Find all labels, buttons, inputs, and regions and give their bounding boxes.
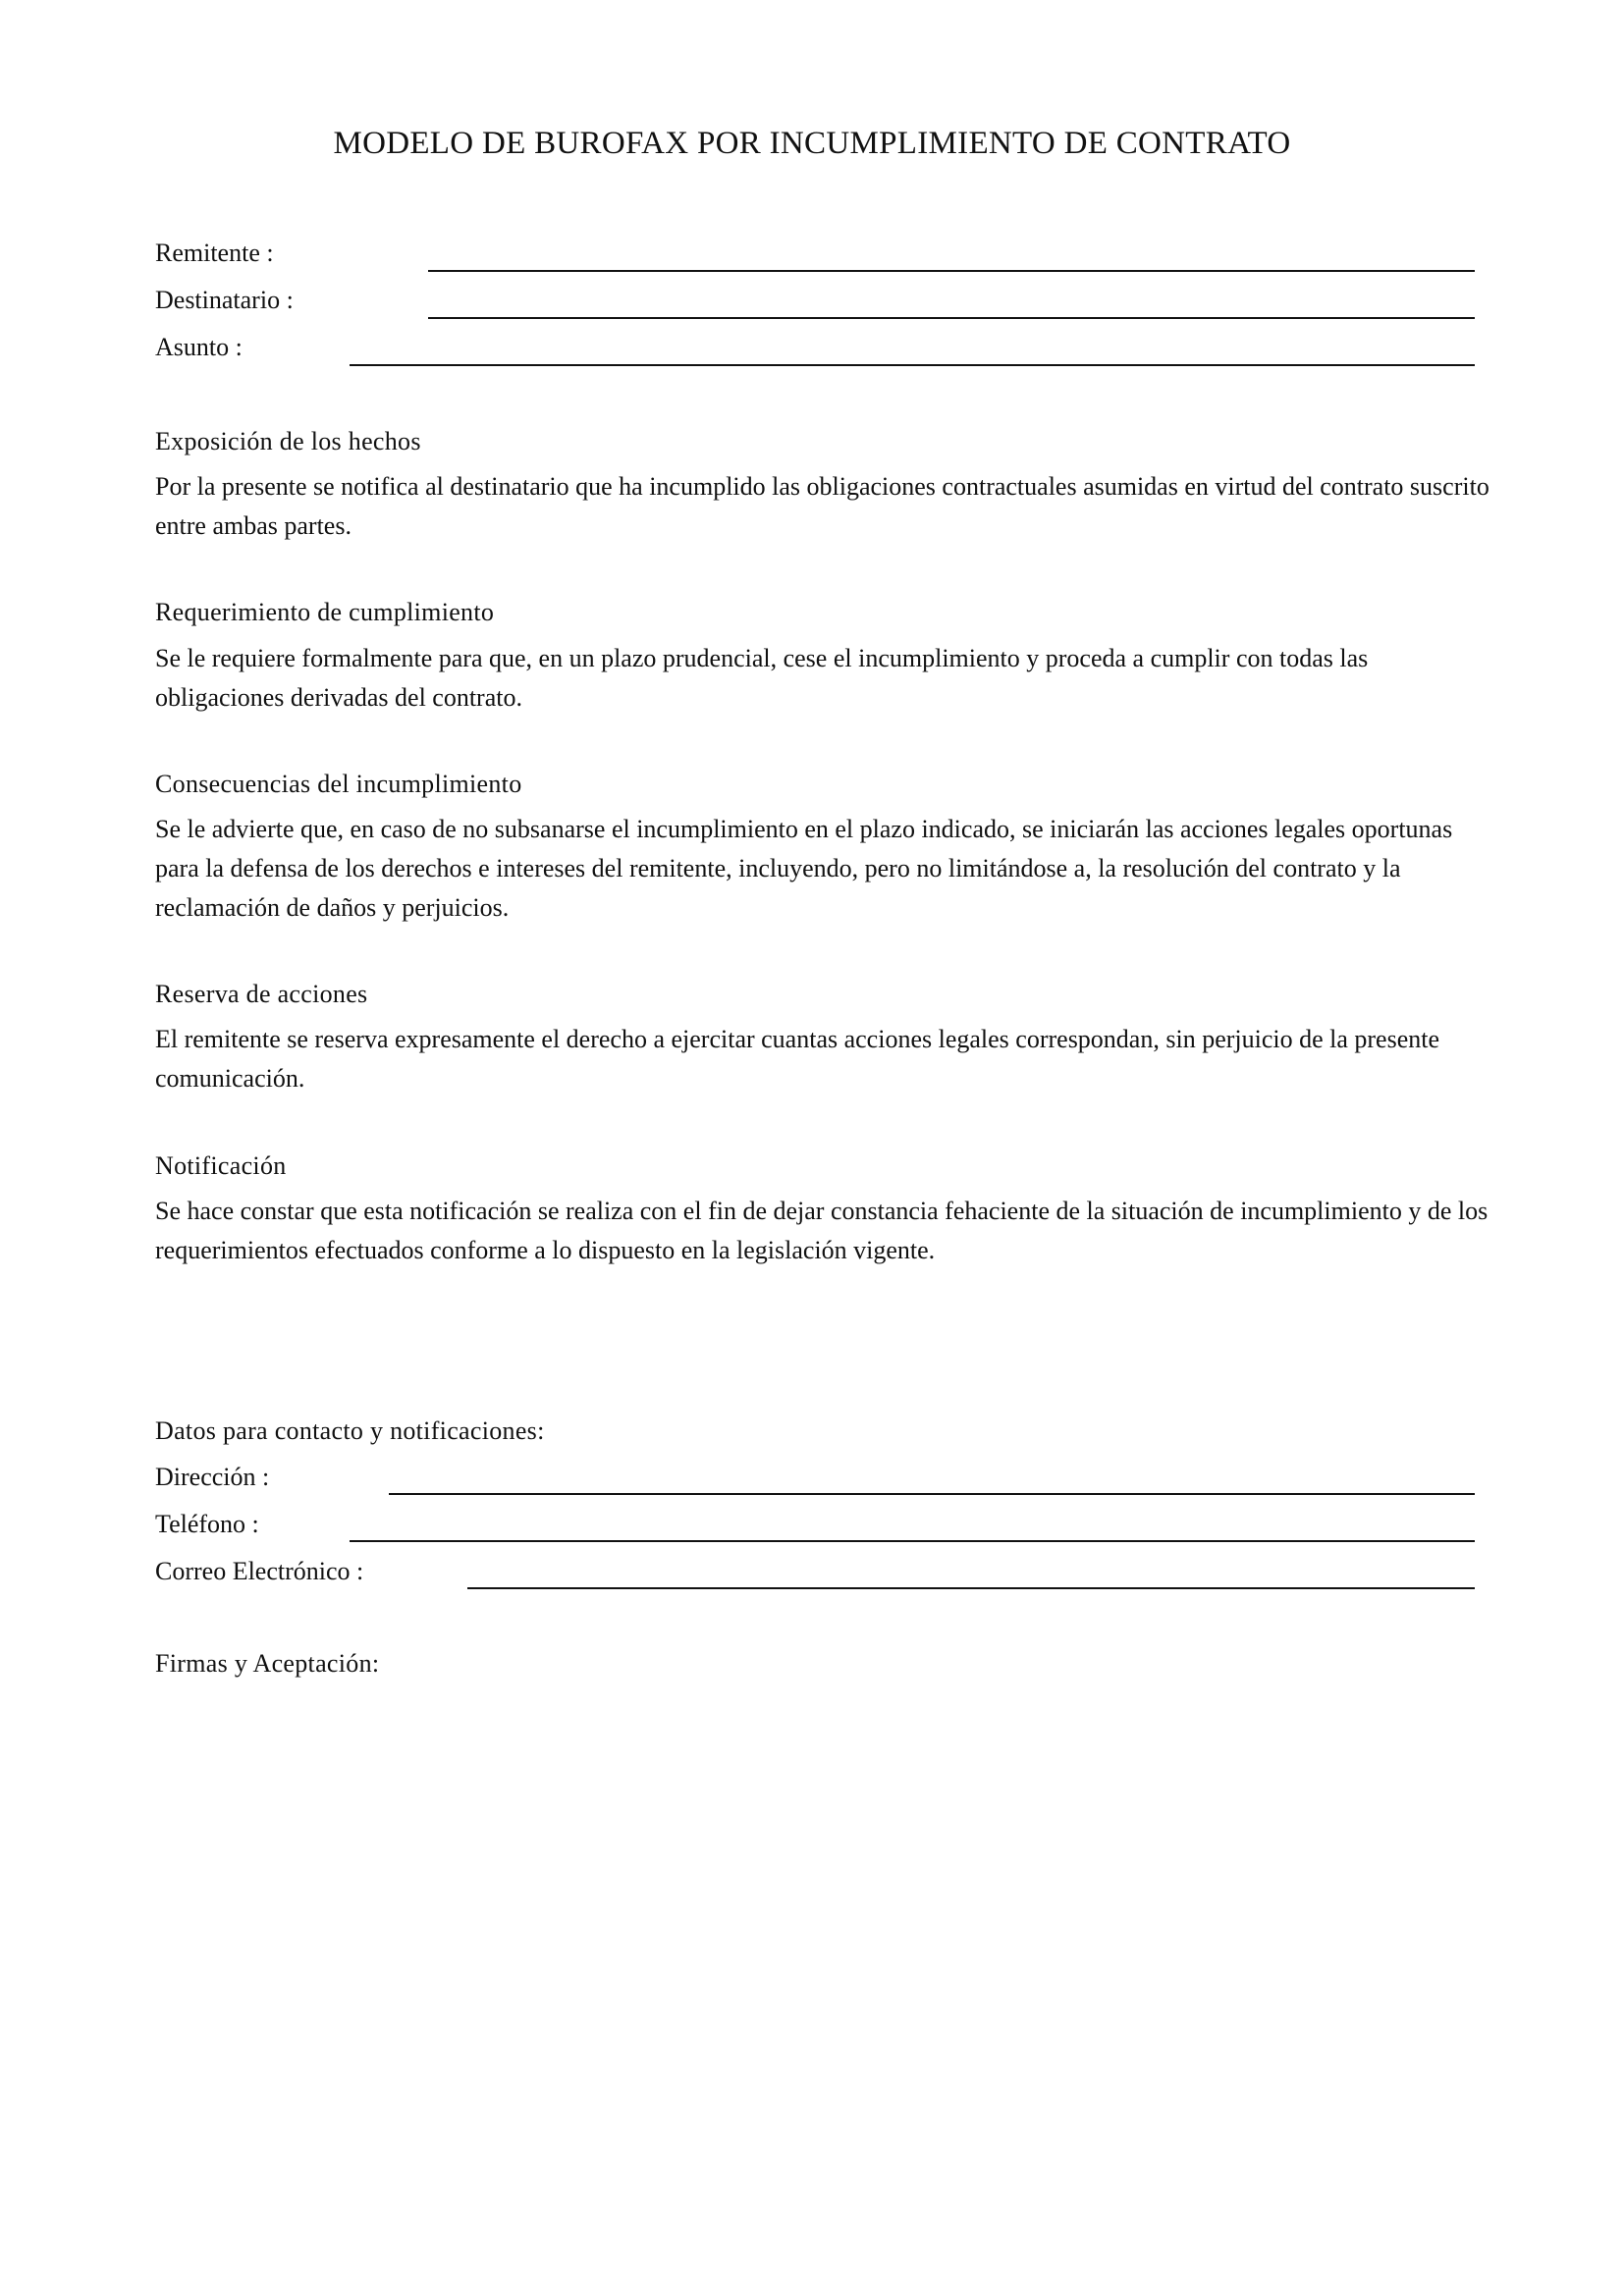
asunto-field-line[interactable] bbox=[350, 364, 1475, 366]
telefono-field-line[interactable] bbox=[350, 1540, 1475, 1542]
section-text-reserva: El remitente se reserva expresamente el derecho a ejercitar cuantas acciones legales correspondan, sin perjuicio de la presente comunicación. bbox=[155, 1025, 1440, 1093]
direccion-label: Dirección : bbox=[155, 1463, 270, 1491]
section-heading-reserva: Reserva de acciones bbox=[155, 980, 368, 1008]
telefono-label: Teléfono : bbox=[155, 1510, 259, 1538]
remitente-field-line[interactable] bbox=[428, 270, 1475, 272]
remitente-label: Remitente : bbox=[155, 239, 274, 267]
section-text-consecuencias: Se le advierte que, en caso de no subsanarse el incumplimiento en el plazo indicado, se iniciarán las acciones legales oportunas para la defensa de los derechos e intereses del remitente, incluyendo, pero no limitándose a, la resolución del contrato y la reclamación de daños y perjuicios. bbox=[155, 815, 1453, 922]
document-title: MODELO DE BUROFAX POR INCUMPLIMIENTO DE CONTRATO bbox=[333, 126, 1291, 161]
section-text-notificacion: Se hace constar que esta notificación se realiza con el fin de dejar constancia fehaciente de la situación de incumplimiento y de los requerimientos efectuados conforme a lo dispuesto en la legislación vigente. bbox=[155, 1197, 1489, 1264]
signatures-heading: Firmas y Aceptación: bbox=[155, 1649, 380, 1678]
contact-heading: Datos para contacto y notificaciones: bbox=[155, 1416, 545, 1445]
section-heading-exposicion: Exposición de los hechos bbox=[155, 427, 421, 455]
section-text-exposicion: Por la presente se notifica al destinatario que ha incumplido las obligaciones contractuales asumidas en virtud del contrato suscrito entre ambas partes. bbox=[155, 472, 1489, 540]
asunto-label: Asunto : bbox=[155, 333, 243, 361]
correo-label: Correo Electrónico : bbox=[155, 1557, 364, 1585]
correo-field-line[interactable] bbox=[467, 1587, 1475, 1589]
section-heading-consecuencias: Consecuencias del incumplimiento bbox=[155, 770, 522, 798]
section-heading-requerimiento: Requerimiento de cumplimiento bbox=[155, 598, 495, 626]
destinatario-field-line[interactable] bbox=[428, 317, 1475, 319]
section-text-requerimiento: Se le requiere formalmente para que, en un plazo prudencial, cese el incumplimiento y proceda a cumplir con todas las obligaciones derivadas del contrato. bbox=[155, 644, 1369, 712]
section-heading-notificacion: Notificación bbox=[155, 1151, 287, 1180]
direccion-field-line[interactable] bbox=[389, 1493, 1475, 1495]
destinatario-label: Destinatario : bbox=[155, 286, 294, 314]
